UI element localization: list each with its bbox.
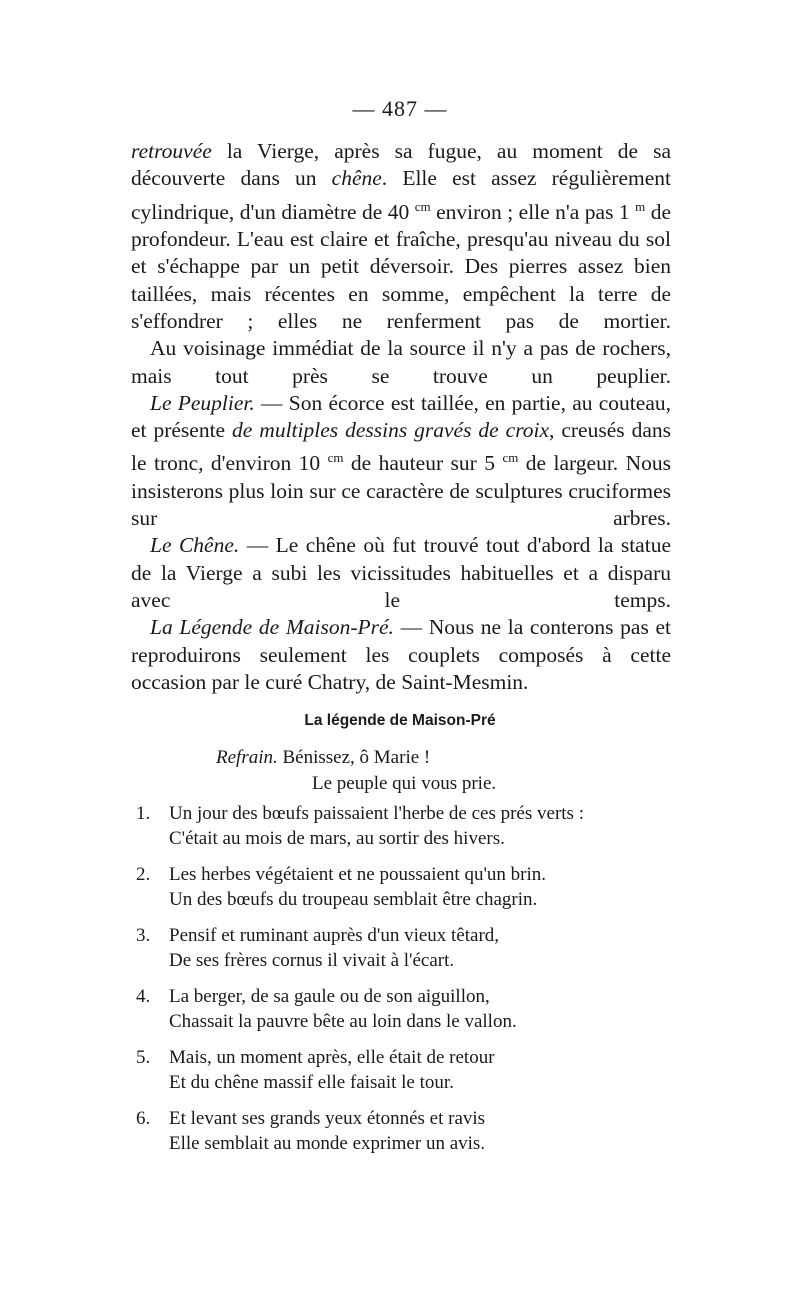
verse-line: Et du chêne massif elle faisait le tour. <box>169 1072 454 1093</box>
verse-lines <box>169 1106 676 1156</box>
paragraph-legende <box>131 614 671 696</box>
verse-line: Un jour des bœufs paissaient l'herbe de ces prés verts : <box>169 803 584 824</box>
paragraph-source <box>131 138 671 335</box>
page-number: — 487 — <box>352 96 448 121</box>
text-run: environ ; elle n'a pas 1 <box>430 199 636 224</box>
text-run: — Son écorce est taillée, en partie, au couteau, et présente <box>131 390 671 443</box>
verse-line: Pensif et ruminant auprès d'un vieux têtard, <box>169 925 500 946</box>
verse <box>136 801 676 851</box>
verse-line: Elle semblait au monde exprimer un avis. <box>169 1133 486 1154</box>
refrain-line-2: Le peuple qui vous prie. <box>312 773 497 794</box>
verse-number: 4. <box>136 986 151 1007</box>
verse-line: De ses frères cornus il vivait à l'écart. <box>169 950 455 971</box>
refrain-line-1 <box>216 745 496 771</box>
verse <box>136 862 676 912</box>
text-run: de hauteur sur 5 <box>343 451 503 476</box>
poem-verses <box>136 801 676 1167</box>
unit-superscript: cm <box>502 450 519 466</box>
verse-number: 5. <box>136 1047 151 1068</box>
section-heading-italic: La Légende de Maison-Pré. <box>150 615 394 640</box>
text-run: de largeur. Nous insisterons plus loin sur ce caractère de sculptures cruciformes sur arbres. <box>131 451 671 531</box>
verse-line: Les herbes végétaient et ne poussaient qu'un brin. <box>169 864 546 885</box>
text-run: la Vierge, après sa fugue, au moment de sa découverte dans un <box>131 139 671 191</box>
unit-superscript: cm <box>327 450 344 466</box>
text-run: — Le chêne où fut trouvé tout d'abord la statue de la Vierge a subi les vicissitudes habituelles et a disparu avec le temps. <box>131 533 671 613</box>
text-run: — Nous ne la conterons pas et reproduirons seulement les couplets composés à cette occasion par le curé Chatry, de Saint-Mesmin. <box>131 615 671 694</box>
italic-term: retrouvée <box>131 139 212 163</box>
verse-line: Chassait la pauvre bête au loin dans le vallon. <box>169 1011 517 1032</box>
unit-superscript: m <box>635 198 646 214</box>
poem-title: La légende de Maison-Pré <box>304 712 496 729</box>
verse-lines <box>169 862 676 912</box>
verse <box>136 923 676 973</box>
section-heading-italic: Le Peuplier. <box>150 390 255 415</box>
verse-line: C'était au mois de mars, au sortir des hivers. <box>169 828 505 849</box>
text-run: de profondeur. L'eau est claire et fraîche, presqu'au niveau du sol et s'échappe par un petit déversoir. Des pierres assez bien taillées, mais récentes en somme, empêchent la terre de s'effondrer ; elles ne renferment pas de mortier. <box>131 199 672 333</box>
verse-number: 1. <box>136 803 151 824</box>
paragraph-chene <box>131 532 671 614</box>
paragraph-surroundings: Au voisinage immédiat de la source il n'y a pas de rochers, mais tout près se trouve un peuplier. <box>131 336 671 388</box>
verse-line: Un des bœufs du troupeau semblait être chagrin. <box>169 889 538 910</box>
refrain-label: Refrain. <box>216 747 278 768</box>
verse <box>136 1106 676 1156</box>
verse-line: Et levant ses grands yeux étonnés et ravis <box>169 1108 486 1129</box>
verse-number: 6. <box>136 1108 151 1129</box>
section-heading-italic: Le Chêne. <box>150 533 240 558</box>
verse-lines <box>169 1045 676 1095</box>
prose-body <box>131 138 671 696</box>
text-run: . Elle est assez régulièrement cylindrique, d'un diamètre de 40 <box>131 166 671 224</box>
verse-number: 3. <box>136 925 151 946</box>
italic-term: chêne <box>331 166 382 191</box>
verse-lines <box>169 984 676 1034</box>
italic-phrase: de multiples dessins gravés de croix, <box>232 418 555 443</box>
text-run: creusés dans le tronc, d'environ 10 <box>131 418 671 476</box>
poem-refrain <box>216 745 496 797</box>
unit-superscript: cm <box>414 198 431 214</box>
verse <box>136 984 676 1034</box>
refrain-text: Bénissez, ô Marie ! <box>277 747 431 768</box>
verse-line: Mais, un moment après, elle était de retour <box>169 1047 495 1068</box>
verse-line: La berger, de sa gaule ou de son aiguillon, <box>169 986 490 1007</box>
paragraph-peuplier <box>131 390 671 533</box>
verse <box>136 1045 676 1095</box>
verse-number: 2. <box>136 864 151 885</box>
verse-lines <box>169 801 676 851</box>
verse-lines <box>169 923 676 973</box>
